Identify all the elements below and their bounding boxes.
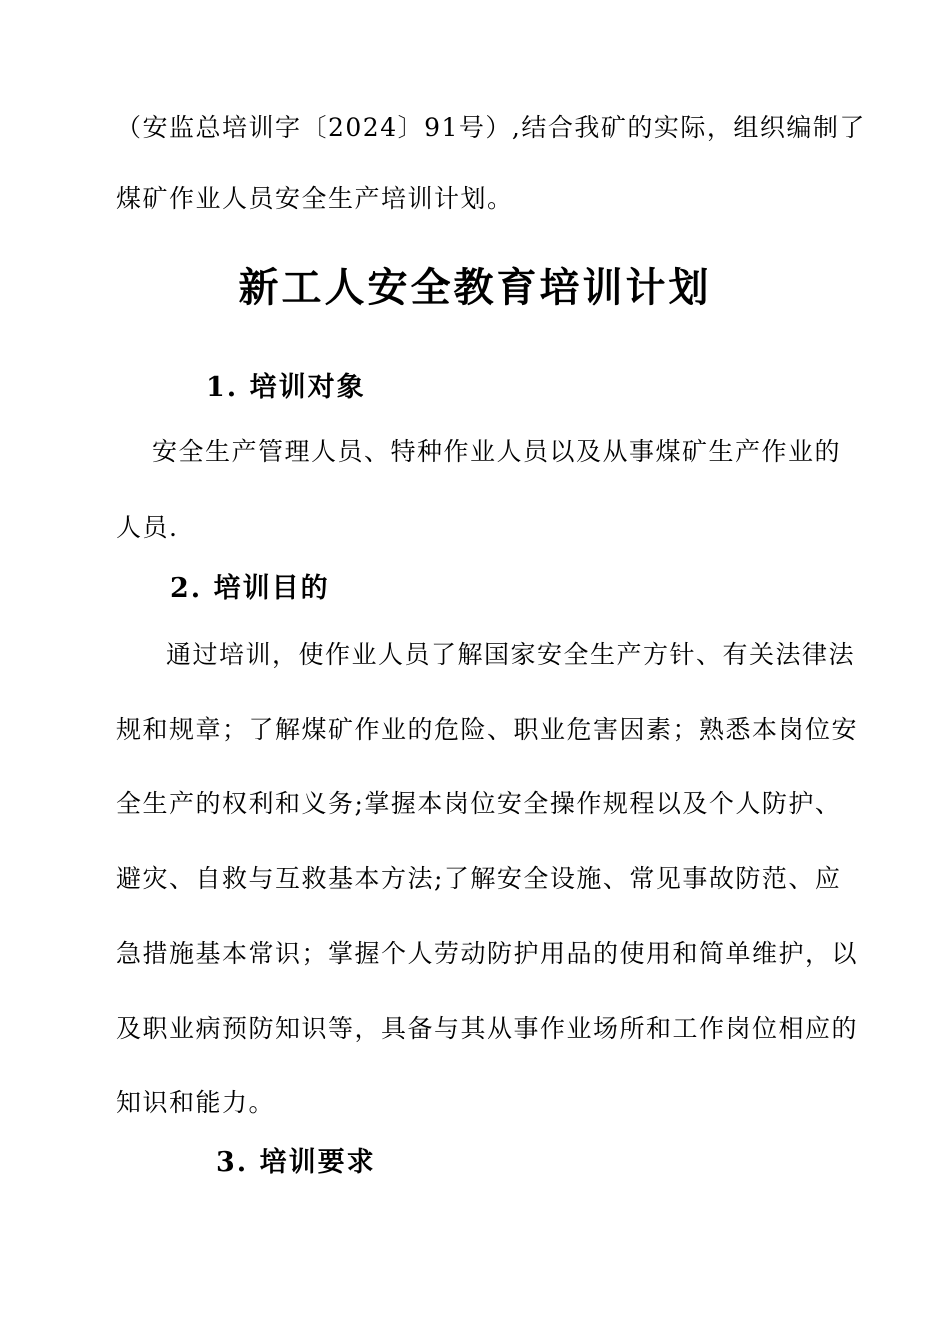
- section1-paragraph-line-2: 人员.: [116, 513, 179, 542]
- page-title: 新工人安全教育培训计划: [238, 264, 712, 311]
- section-heading-training-purpose: 2. 培训目的: [170, 573, 330, 604]
- section2-paragraph-line-4: 避灾、自救与互救基本方法;了解安全设施、常见事故防范、应: [116, 864, 842, 893]
- section1-paragraph-line-1: 安全生产管理人员、特种作业人员以及从事煤矿生产作业的: [152, 437, 842, 466]
- section2-paragraph-line-3: 全生产的权利和义务;掌握本岗位安全操作规程以及个人防护、: [116, 789, 842, 818]
- section2-paragraph-line-5: 急措施基本常识；掌握个人劳动防护用品的使用和简单维护，以: [116, 939, 859, 968]
- section2-paragraph-line-1: 通过培训，使作业人员了解国家安全生产方针、有关法律法: [166, 640, 856, 669]
- intro-line-2: 煤矿作业人员安全生产培训计划。: [116, 184, 514, 213]
- intro-line-1: （安监总培训字〔2024〕91号）,结合我矿的实际，组织编制了: [116, 113, 866, 142]
- section-heading-training-requirements: 3. 培训要求: [216, 1147, 376, 1178]
- section2-paragraph-line-2: 规和规章；了解煤矿作业的危险、职业危害因素；熟悉本岗位安: [116, 715, 859, 744]
- section2-paragraph-line-7: 知识和能力。: [116, 1088, 276, 1117]
- section2-paragraph-line-6: 及职业病预防知识等，具备与其从事作业场所和工作岗位相应的: [116, 1014, 859, 1043]
- section-heading-training-target: 1. 培训对象: [206, 372, 366, 403]
